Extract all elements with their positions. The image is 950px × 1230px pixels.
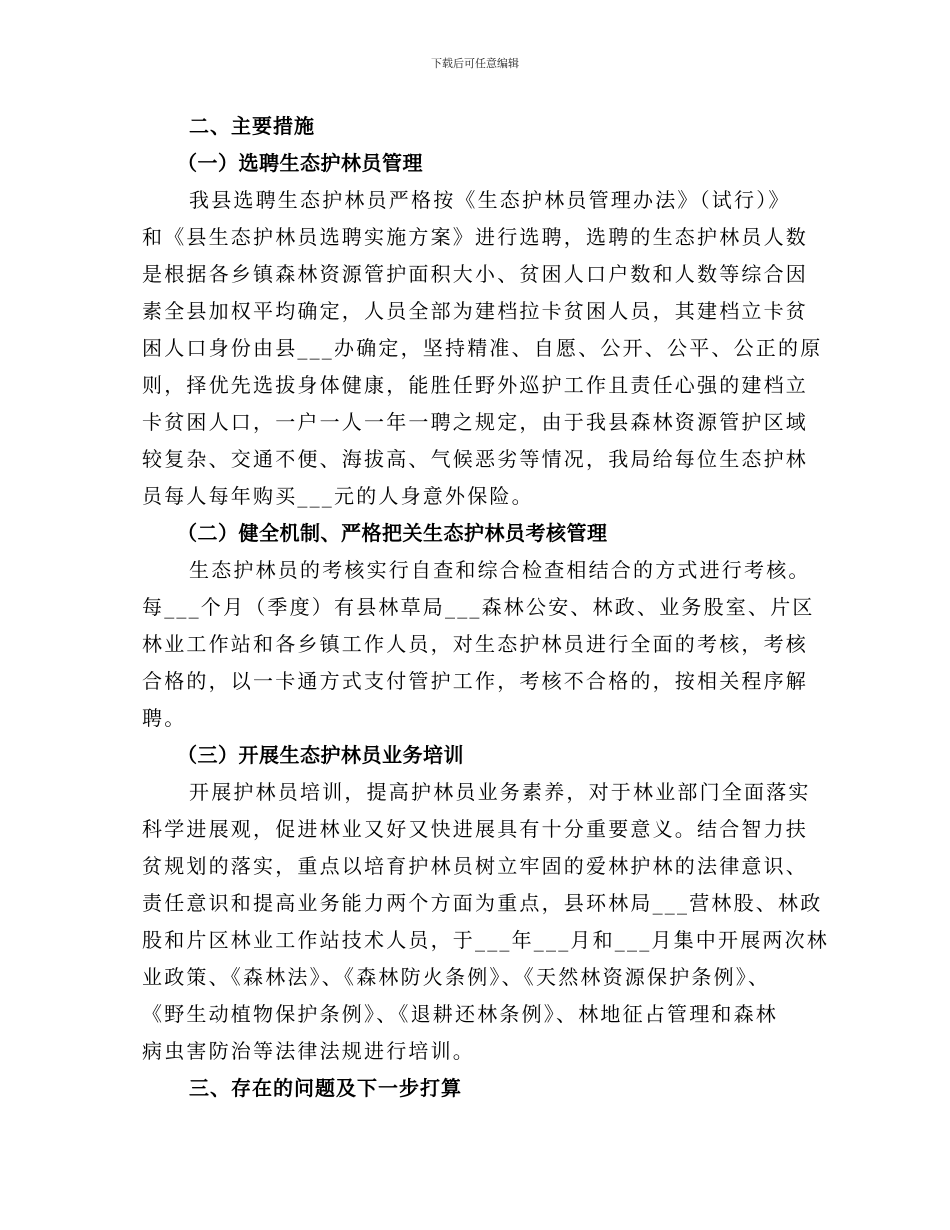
text-line: 员每人每年购买___元的人身意外保险。 xyxy=(142,484,534,508)
text-line: 科学进展观，促进林业又好又快进展具有十分重要意义。结合智力扶 xyxy=(142,817,808,841)
text-line: 卡贫困人口，一户一人一年一聘之规定，由于我县森林资源管护区域 xyxy=(142,410,808,434)
text-line: 我县选聘生态护林员严格按《生态护林员管理办法》（试行）》 xyxy=(189,188,791,212)
text-line: 业政策、《森林法》、《森林防火条例》、《天然林资源保护条例》、 xyxy=(142,965,771,989)
subsection-heading: （三）开展生态护林员业务培训 xyxy=(177,743,464,767)
text-line: 生态护林员的考核实行自查和综合检查相结合的方式进行考核。 xyxy=(189,558,811,582)
text-line: 聘。 xyxy=(142,706,187,730)
text-line: 合格的，以一卡通方式支付管护工作，考核不合格的，按相关程序解 xyxy=(142,669,808,693)
text-line: 责任意识和提高业务能力两个方面为重点，县环林局___营林股、林政 xyxy=(142,891,823,915)
text-line: 股和片区林业工作站技术人员，于___年___月和___月集中开展两次林 xyxy=(142,928,829,952)
text-line: 较复杂、交通不便、海拔高、气候恶劣等情况，我局给每位生态护林 xyxy=(142,447,808,471)
header-note: 下载后可任意编辑 xyxy=(431,57,519,70)
text-line: 开展护林员培训，提高护林员业务素养，对于林业部门全面落实 xyxy=(189,780,811,804)
section-heading: 二、主要措施 xyxy=(189,114,315,138)
subsection-heading: （一）选聘生态护林员管理 xyxy=(177,151,423,175)
text-line: 困人口身份由县___办确定，坚持精准、自愿、公开、公平、公正的原 xyxy=(142,336,823,360)
section-heading: 三、存在的问题及下一步打算 xyxy=(189,1076,462,1100)
subsection-heading: （二）健全机制、严格把关生态护林员考核管理 xyxy=(177,521,608,545)
document-body xyxy=(142,108,829,1107)
text-line: 每___个月（季度）有县林草局___森林公安、林政、业务股室、片区 xyxy=(142,595,815,619)
text-line: 《野生动植物保护条例》、《退耕还林条例》、林地征占管理和森林 xyxy=(142,1002,778,1026)
text-line: 素全县加权平均确定，人员全部为建档拉卡贫困人员，其建档立卡贫 xyxy=(142,299,808,323)
text-line: 贫规划的落实，重点以培育护林员树立牢固的爱林护林的法律意识、 xyxy=(142,854,808,878)
text-line: 病虫害防治等法律法规进行培训。 xyxy=(142,1039,475,1063)
text-line: 是根据各乡镇森林资源管护面积大小、贫困人口户数和人数等综合因 xyxy=(142,262,808,286)
text-line: 则，择优先选拔身体健康，能胜任野外巡护工作且责任心强的建档立 xyxy=(142,373,808,397)
text-line: 林业工作站和各乡镇工作人员，对生态护林员进行全面的考核，考核 xyxy=(142,632,808,656)
text-line: 和《县生态护林员选聘实施方案》进行选聘，选聘的生态护林员人数 xyxy=(142,225,808,249)
